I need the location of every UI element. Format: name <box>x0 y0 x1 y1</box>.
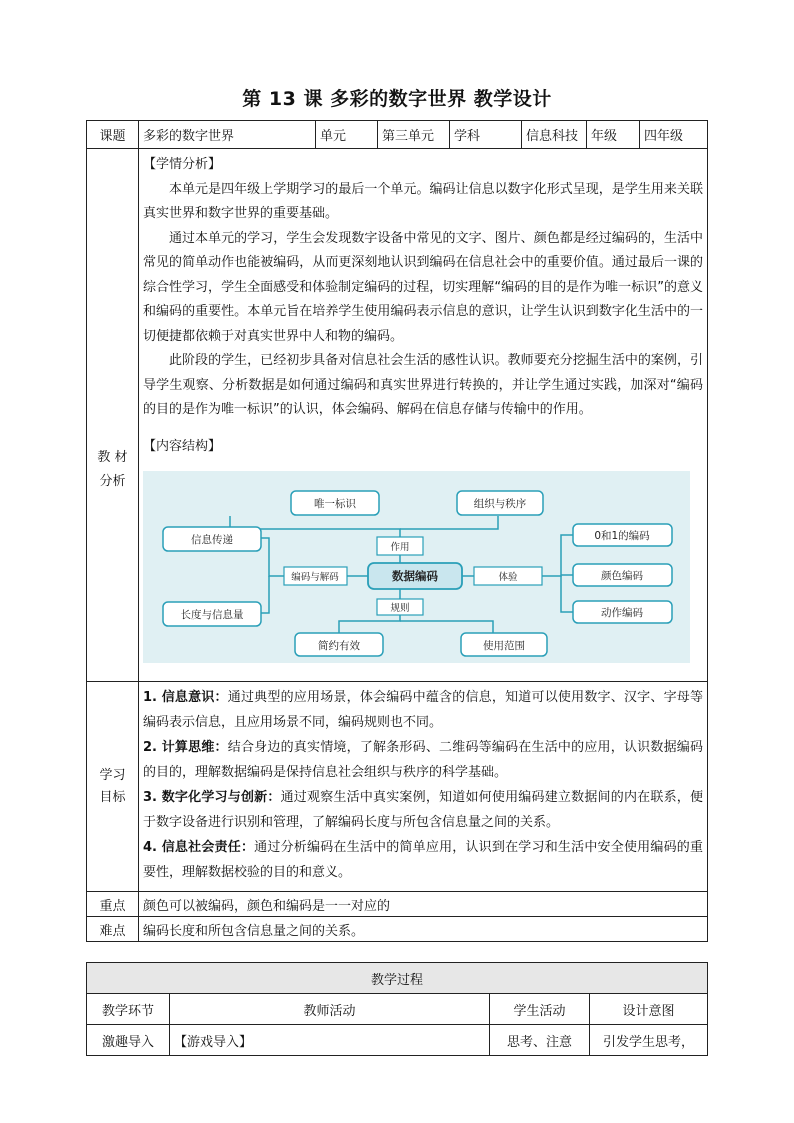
label-simple: 简约有效 <box>318 640 360 652</box>
analysis-paragraph-3: 此阶段的学生，已经初步具备对信息社会生活的感性认识。教师要充分挖掘生活中的案例，引导学生观察、分析数据是如何通过编码和真实世界进行转换的，并让学生通过实践，加深对“编码的目的是作为唯一标识”的认识，体会编码、解码在信息存储与传输中的作用。 <box>143 353 703 417</box>
grade-value: 四年级 <box>640 121 708 149</box>
label-organization: 组织与秩序 <box>473 498 527 510</box>
label-encode-decode: 编码与解码 <box>291 572 339 583</box>
diagram-canvas <box>143 471 690 663</box>
goal-1-title: 1. 信息意识： <box>143 690 228 705</box>
difficulty-text: 编码长度和所包含信息量之间的关系。 <box>139 917 708 942</box>
analysis-paragraph-1: 本单元是四年级上学期学习的最后一个单元。编码让信息以数字化形式呈现，是学生用来关联真实世界和数字世界的重要基础。 <box>143 181 703 221</box>
header-row <box>87 121 708 149</box>
analysis-content <box>139 149 708 682</box>
label-scope: 使用范围 <box>483 640 525 652</box>
label-action: 动作编码 <box>601 607 643 619</box>
goal-2-title: 2. 计算思维： <box>143 740 228 755</box>
goals-row <box>87 682 708 892</box>
unit-label: 单元 <box>316 121 378 149</box>
structure-heading: 【内容结构】 <box>143 438 222 454</box>
goals-label <box>87 682 139 892</box>
label-binary: 0和1的编码 <box>594 530 650 542</box>
goal-4-text: 通过分析编码在生活中的简单应用，认识到在学习和生活中安全使用编码的重要性，理解数据校验的目的和意义。 <box>143 840 703 880</box>
goal-4 <box>143 835 703 885</box>
goal-4-title: 4. 信息社会责任： <box>143 840 255 855</box>
analysis-row <box>87 149 708 682</box>
goal-3-text: 通过观察生活中真实案例，知道如何使用编码建立数据间的内在联系，便于数字设备进行识别和管理，了解编码长度与所包含信息量之间的关系。 <box>143 790 703 830</box>
goal-2-text: 结合身边的真实情境，了解条形码、二维码等编码在生活中的应用，认识数据编码的目的，理解数据编码是保持信息社会组织与秩序的科学基础。 <box>143 740 703 780</box>
difficulty-label: 难点 <box>87 917 139 942</box>
row1-teacher: 【游戏导入】 <box>170 1025 490 1056</box>
analysis-paragraph-2: 通过本单元的学习，学生会发现数字设备中常见的文字、图片、颜色都是经过编码的，生活中常见的简单动作也能被编码，从而更深刻地认识到编码在信息社会中的重要价值。通过最后一课的综合性学习，学生全面感受和体验制定编码的过程，切实理解“编码的目的是作为唯一标识”的意义和编码的重要性。本单元旨在培养学生使用编码表示信息的意识，让学生认识到数字化生活中的一切便捷都依赖于对真实世界中人和物的编码。 <box>143 230 703 344</box>
content-structure-diagram <box>143 471 690 663</box>
goals-content <box>139 682 708 892</box>
label-rule: 规则 <box>390 603 410 614</box>
analysis-heading: 【学情分析】 <box>143 157 222 172</box>
key-point-row <box>87 892 708 917</box>
key-point-label: 重点 <box>87 892 139 917</box>
label-info-transfer: 信息传递 <box>191 534 233 546</box>
label-center: 数据编码 <box>392 569 438 583</box>
row1-intent: 引发学生思考， <box>590 1025 708 1056</box>
analysis-label-text: 教 材 分析 <box>97 450 128 489</box>
col-student: 学生活动 <box>490 994 590 1025</box>
goals-label-text: 学习 目标 <box>99 767 126 805</box>
label-experience: 体验 <box>498 572 518 583</box>
label-unique-id: 唯一标识 <box>314 498 356 510</box>
document-title: 第 13 课 多彩的数字世界 教学设计 <box>242 88 552 110</box>
goal-1 <box>143 685 703 735</box>
goal-3 <box>143 785 703 835</box>
subject-value: 信息科技 <box>522 121 587 149</box>
process-row-1 <box>87 1025 708 1056</box>
subject-label: 学科 <box>450 121 522 149</box>
process-table <box>86 962 708 1056</box>
col-stage: 教学环节 <box>87 994 170 1025</box>
row1-student: 思考、注意 <box>490 1025 590 1056</box>
lesson-label: 课题 <box>87 121 139 149</box>
key-point-text: 颜色可以被编码，颜色和编码是一一对应的 <box>139 892 708 917</box>
label-color: 颜色编码 <box>601 570 643 582</box>
goal-3-title: 3. 数字化学习与创新： <box>143 790 281 805</box>
lesson-plan-table <box>86 120 708 942</box>
col-teacher: 教师活动 <box>170 994 490 1025</box>
grade-label: 年级 <box>587 121 640 149</box>
lesson-value: 多彩的数字世界 <box>139 121 316 149</box>
analysis-label <box>87 149 139 682</box>
process-header-row <box>87 994 708 1025</box>
label-length-info: 长度与信息量 <box>180 609 244 621</box>
label-purpose: 作用 <box>390 542 410 553</box>
difficulty-row <box>87 917 708 942</box>
row1-stage: 激趣导入 <box>87 1025 170 1056</box>
process-title: 教学过程 <box>87 963 708 994</box>
goal-1-text: 通过典型的应用场景，体会编码中蕴含的信息，知道可以使用数字、汉字、字母等编码表示信息，且应用场景不同，编码规则也不同。 <box>143 690 703 730</box>
unit-value: 第三单元 <box>378 121 450 149</box>
col-intent: 设计意图 <box>590 994 708 1025</box>
goal-2 <box>143 735 703 785</box>
process-title-row <box>87 963 708 994</box>
